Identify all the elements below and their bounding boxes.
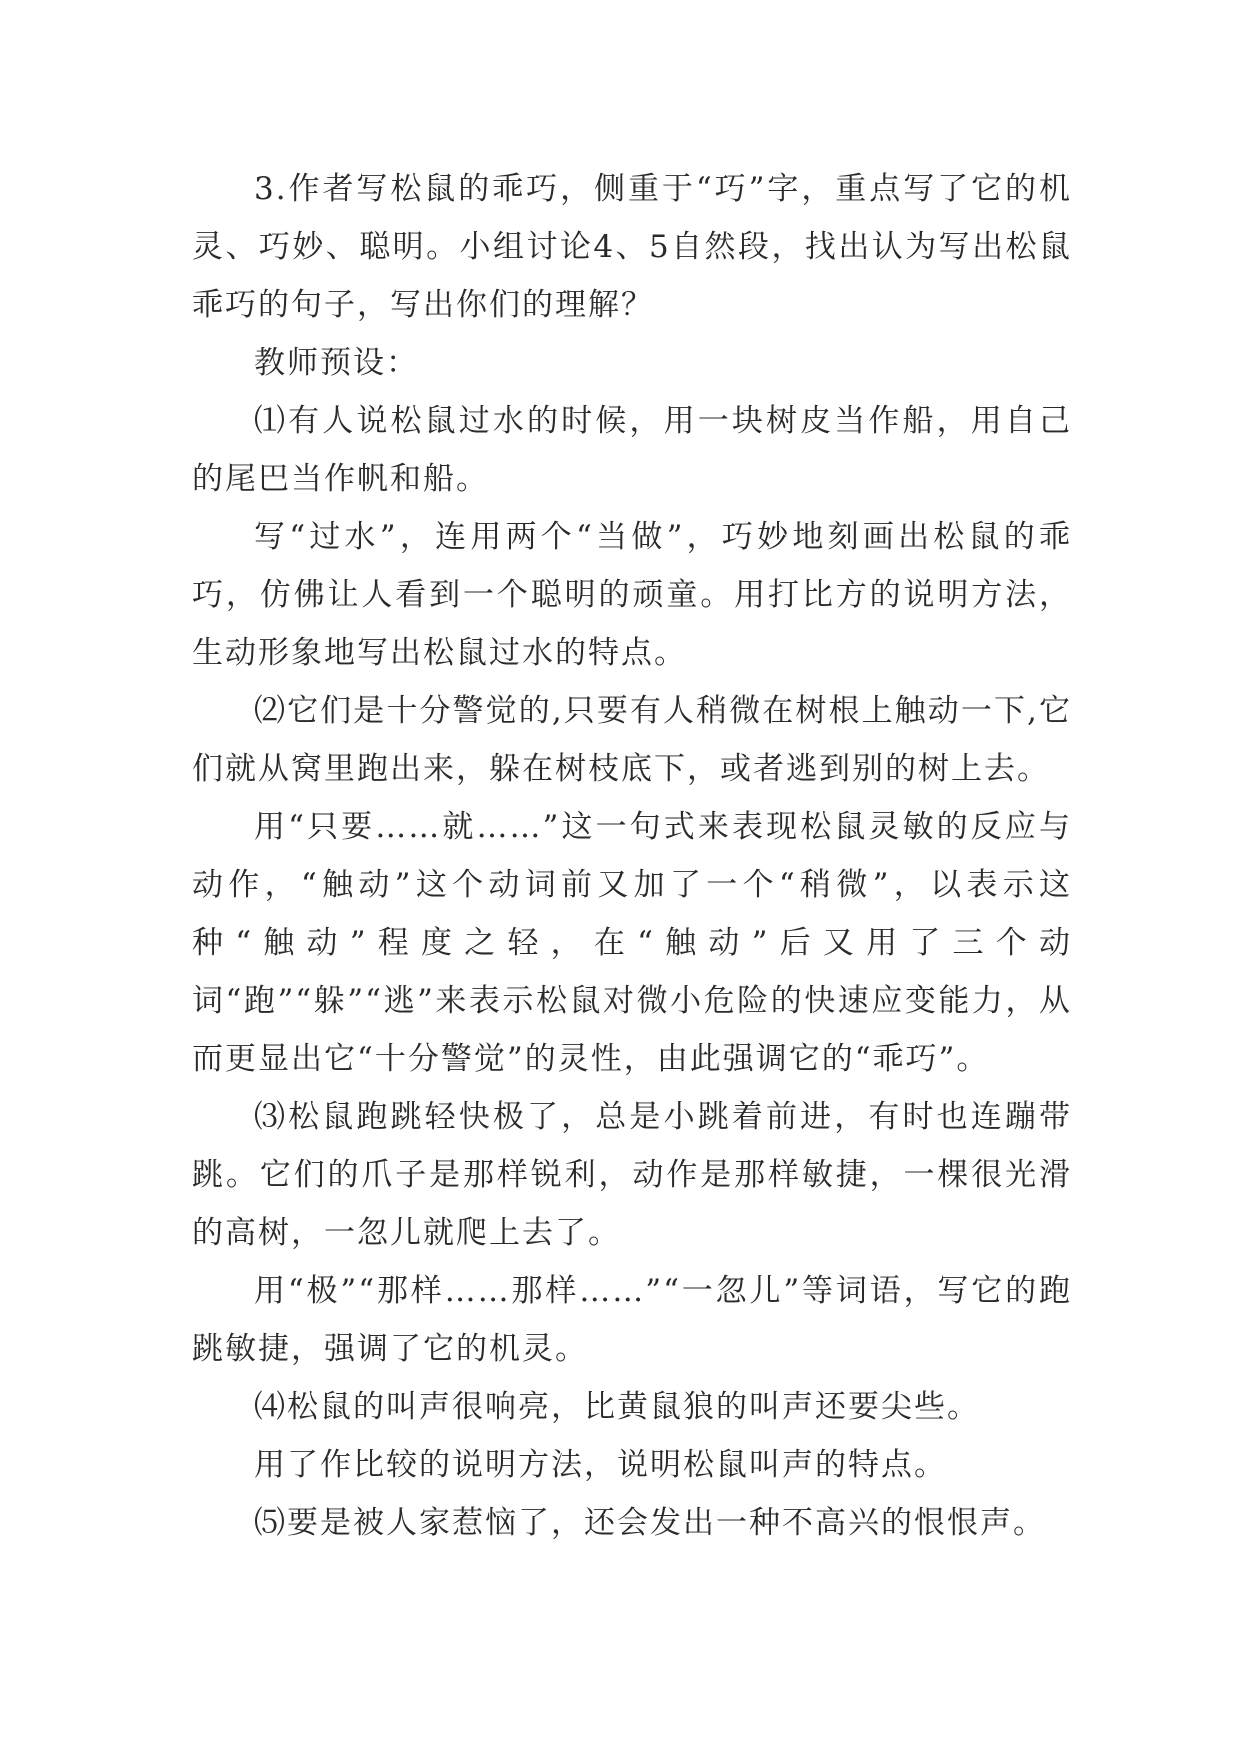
document-body [192,160,1072,1552]
paragraph-analysis-3: 用“极”“那样……那样……”“一忽儿”等词语，写它的跑跳敏捷，强调了它的机灵。 [192,1273,1072,1367]
paragraph-sentence-2: ⑵它们是十分警觉的,只要有人稍微在树根上触动一下,它们就从窝里跑出来，躲在树枝底下，或者逃到别的树上去。 [192,693,1072,787]
paragraph-question-3: 3.作者写松鼠的乖巧，侧重于“巧”字，重点写了它的机灵、巧妙、聪明。小组讨论4、5自然段，找出认为写出松鼠乖巧的句子，写出你们的理解？ [192,171,1072,323]
paragraph-analysis-2: 用“只要……就……”这一句式来表现松鼠灵敏的反应与动作，“触动”这个动词前又加了一个“稍微”，以表示这种“触动”程度之轻，在“触动”后又用了三个动词“跑”“躲”“逃”来表示松鼠对微小危险的快速应变能力，从而更显出它“十分警觉”的灵性，由此强调它的“乖巧”。 [192,809,1072,1077]
paragraph-analysis-1: 写“过水”，连用两个“当做”，巧妙地刻画出松鼠的乖巧，仿佛让人看到一个聪明的顽童。用打比方的说明方法，生动形象地写出松鼠过水的特点。 [192,519,1072,671]
paragraph-sentence-1: ⑴有人说松鼠过水的时候，用一块树皮当作船，用自己的尾巴当作帆和船。 [192,403,1072,497]
paragraph-sentence-3: ⑶松鼠跑跳轻快极了，总是小跳着前进，有时也连蹦带跳。它们的爪子是那样锐利，动作是那样敏捷，一棵很光滑的高树，一忽儿就爬上去了。 [192,1099,1072,1251]
paragraph-sentence-5: ⑸要是被人家惹恼了，还会发出一种不高兴的恨恨声。 [254,1505,1046,1541]
paragraph-sentence-4: ⑷松鼠的叫声很响亮，比黄鼠狼的叫声还要尖些。 [254,1389,980,1425]
paragraph-teacher-preset-label: 教师预设： [254,345,419,381]
paragraph-analysis-4: 用了作比较的说明方法，说明松鼠叫声的特点。 [254,1447,947,1483]
